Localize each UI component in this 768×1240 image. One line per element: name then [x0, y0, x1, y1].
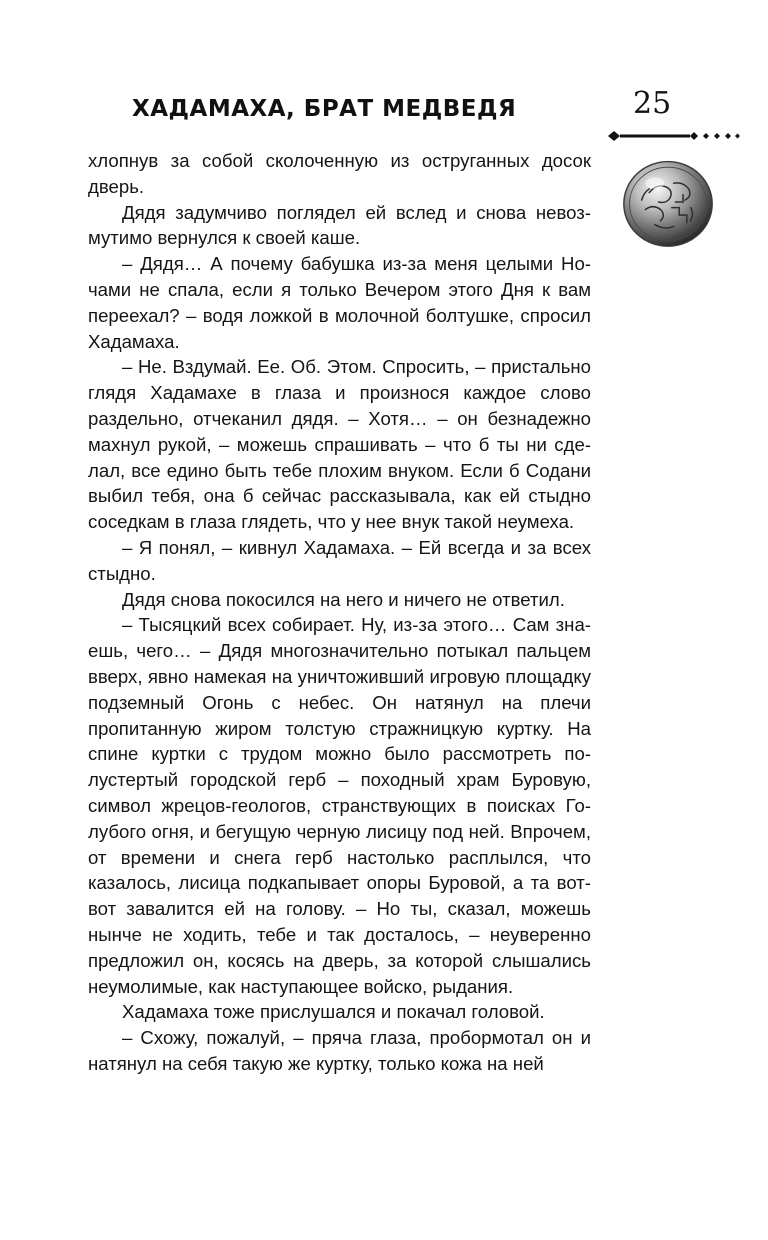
paragraph: – Тысяцкий всех собирает. Ну, из-за этого… Сам знаешь, чего… – Дядя многозначительно потыкал пальцем вверх, явно намекая на уничтоживший игровую площадку подземный Огонь с небес. Он натянул на плечи пропитанную жиром толстую стражницкую куртку. На спине куртки с трудом можно было рассмотреть полустертый городской герб – походный храм Буровую, символ жрецов-геологов, странствующих в поисках Голубого огня, и бегущую черную лисицу под ней. Впрочем, от времени и снега герб настолько расплылся, что казалось, лисица подкапывает опоры Буровой, а та вотвот завалится ей на голову. – Но ты, сказал, можешь нынче не ходить, тебе и так досталось, – неуверенно предложил он, косясь на дверь, за которой слышались неумолимые, как наступающее войско, рыдания. [88, 614, 591, 997]
body-text [88, 148, 591, 1077]
engraved-coin-icon [621, 155, 715, 249]
running-title: ХАДАМАХА, БРАТ МЕДВЕДЯ [132, 96, 517, 122]
page-number: 25 [633, 86, 672, 121]
paragraph: – Дядя… А почему бабушка из-за меня целыми Ночами не спала, если я только Вечером этого Дня к вам переехал? – водя ложкой в молочной болтушке, спросил Хадамаха. [88, 253, 591, 352]
paragraph: – Не. Вздумай. Ее. Об. Этом. Спросить, – пристально глядя Хадамахе в глаза и произнося каждое слово раздельно, отчеканил дядя. – Хотя… – он безнадежно махнул рукой, – можешь спрашивать – что б ты ни сделал, все едино быть тебе плохим внуком. Если б Содани выбил тебя, она б сейчас рассказывала, как ей стыдно соседкам в глаза глядеть, что у нее внук такой неумеха. [88, 356, 591, 533]
paragraph: Дядя снова покосился на него и ничего не ответил. [122, 588, 565, 610]
dotted-line-ornament-icon [606, 130, 740, 142]
paragraph: – Я понял, – кивнул Хадамаха. – Ей всегда и за всех стыдно. [88, 536, 591, 584]
paragraph: Дядя задумчиво поглядел ей вслед и снова невозмутимо вернулся к своей каше. [88, 201, 591, 249]
paragraph: хлопнув за собой сколоченную из оструганных досок дверь. [88, 150, 591, 197]
paragraph: – Схожу, пожалуй, – пряча глаза, пробормотал он и натянул на себя такую же куртку, только кожа на ней [88, 1027, 591, 1074]
paragraph: Хадамаха тоже прислушался и покачал головой. [122, 1001, 545, 1023]
